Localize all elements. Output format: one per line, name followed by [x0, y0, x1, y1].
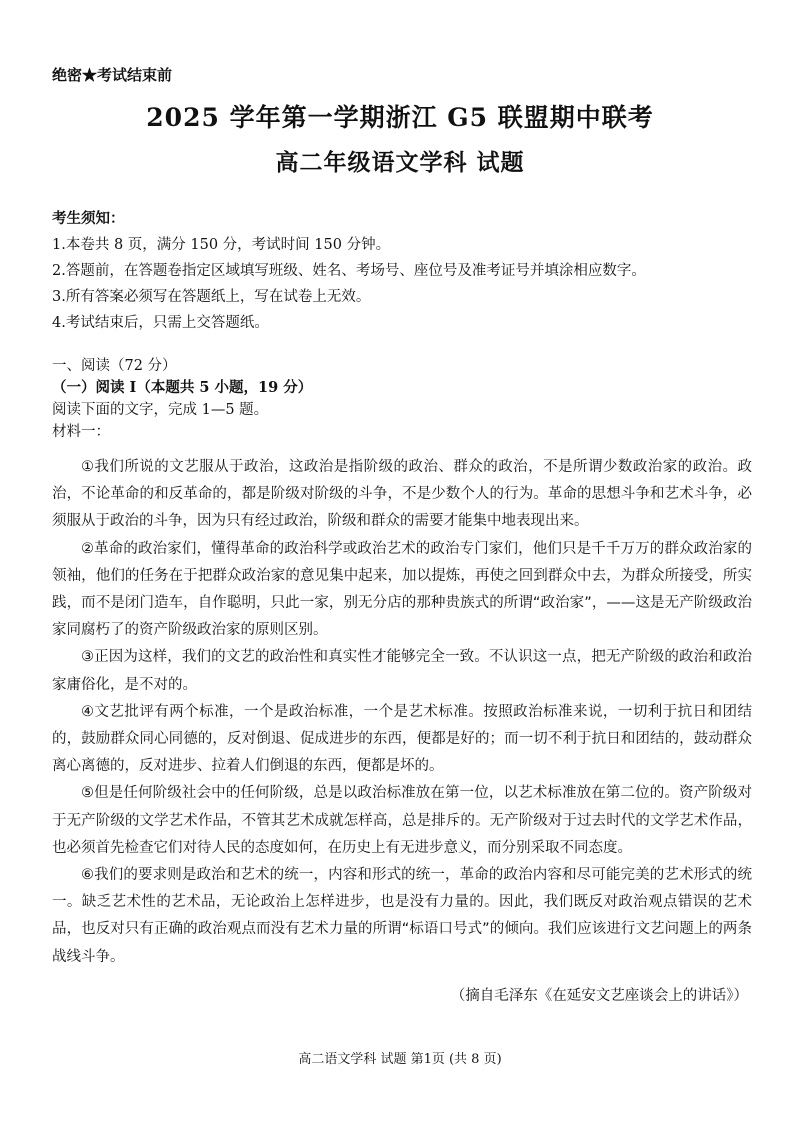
- paragraph: ②革命的政治家们，懂得革命的政治科学或政治艺术的政治专门家们，他们只是千千万万的群众政治家的领袖，他们的任务在于把群众政治家的意见集中起来，加以提炼，再使之回到群众中去，为群众所接受，所实践，而不是闭门造车，自作聪明，只此一家，别无分店的那种贵族式的所谓“政治家”，——这是无产阶级政治家同腐朽了的资产阶级政治家的原则区别。: [52, 540, 752, 639]
- source-citation: （摘自毛泽东《在延安文艺座谈会上的讲话》）: [450, 988, 748, 1004]
- notice-item: 1.本卷共 8 页，满分 150 分，考试时间 150 分钟。: [52, 237, 391, 253]
- paragraph: ④文艺批评有两个标准，一个是政治标准，一个是艺术标准。按照政治标准来说，一切利于抗日和团结的，鼓励群众同心同德的，反对倒退、促成进步的东西，便都是好的；而一切不利于抗日和团结的，鼓动群众离心离德的，反对进步、拉着人们倒退的东西，便都是坏的。: [52, 703, 752, 775]
- notice-item: 3.所有答案必须写在答题纸上，写在试卷上无效。: [52, 289, 371, 305]
- exam-title: 2025 学年第一学期浙江 G5 联盟期中联考: [146, 103, 654, 132]
- notice-item: 4.考试结束后，只需上交答题纸。: [52, 315, 269, 331]
- material-one-text: [52, 454, 752, 971]
- exam-subtitle: 高二年级语文学科 试题: [275, 149, 525, 176]
- material-label: 材料一：: [52, 424, 110, 440]
- notice-item: 2.答题前，在答题卷指定区域填写班级、姓名、考场号、座位号及准考证号并填涂相应数字。: [52, 263, 646, 279]
- candidate-notice: [52, 206, 752, 336]
- secret-label: 绝密★考试结束前: [52, 66, 173, 84]
- paragraph: ⑥我们的要求则是政治和艺术的统一，内容和形式的统一，革命的政治内容和尽可能完美的艺术形式的统一。缺乏艺术性的艺术品，无论政治上怎样进步，也是没有力量的。因此，我们既反对政治观点错误的艺术品，也反对只有正确的政治观点而没有艺术力量的所谓“标语口号式”的倾向。我们应该进行文艺问题上的两条战线斗争。: [52, 867, 752, 965]
- paragraph: ⑤但是任何阶级社会中的任何阶级，总是以政治标准放在第一位，以艺术标准放在第二位的。资产阶级对于无产阶级的文学艺术作品，不管其艺术成就怎样高，总是排斥的。无产阶级对于过去时代的文学艺术作品，也必须首先检查它们对待人民的态度如何，在历史上有无进步意义，而分别采取不同态度。: [52, 785, 752, 856]
- part-heading: 一、阅读（72 分）: [52, 358, 177, 374]
- reading-section-header: [52, 355, 752, 443]
- paragraph: ①我们所说的文艺服从于政治，这政治是指阶级的政治、群众的政治，不是所谓少数政治家的政治。政治，不论革命的和反革命的，都是阶级对阶级的斗争，不是少数个人的行为。革命的思想斗争和艺术斗争，必须服从于政治的斗争，因为只有经过政治，阶级和群众的需要才能集中地表现出来。: [52, 459, 752, 530]
- instruction: 阅读下面的文字，完成 1—5 题。: [52, 402, 269, 418]
- paragraph: ③正因为这样，我们的文艺的政治性和真实性才能够完全一致。不认识这一点，把无产阶级的政治和政治家庸俗化，是不对的。: [52, 649, 752, 693]
- notice-heading: 考生须知：: [52, 210, 125, 227]
- subpart-heading: （一）阅读 I（本题共 5 小题，19 分）: [52, 379, 313, 396]
- page-footer: 高二语文学科 试题 第1页 (共 8 页): [298, 1052, 502, 1067]
